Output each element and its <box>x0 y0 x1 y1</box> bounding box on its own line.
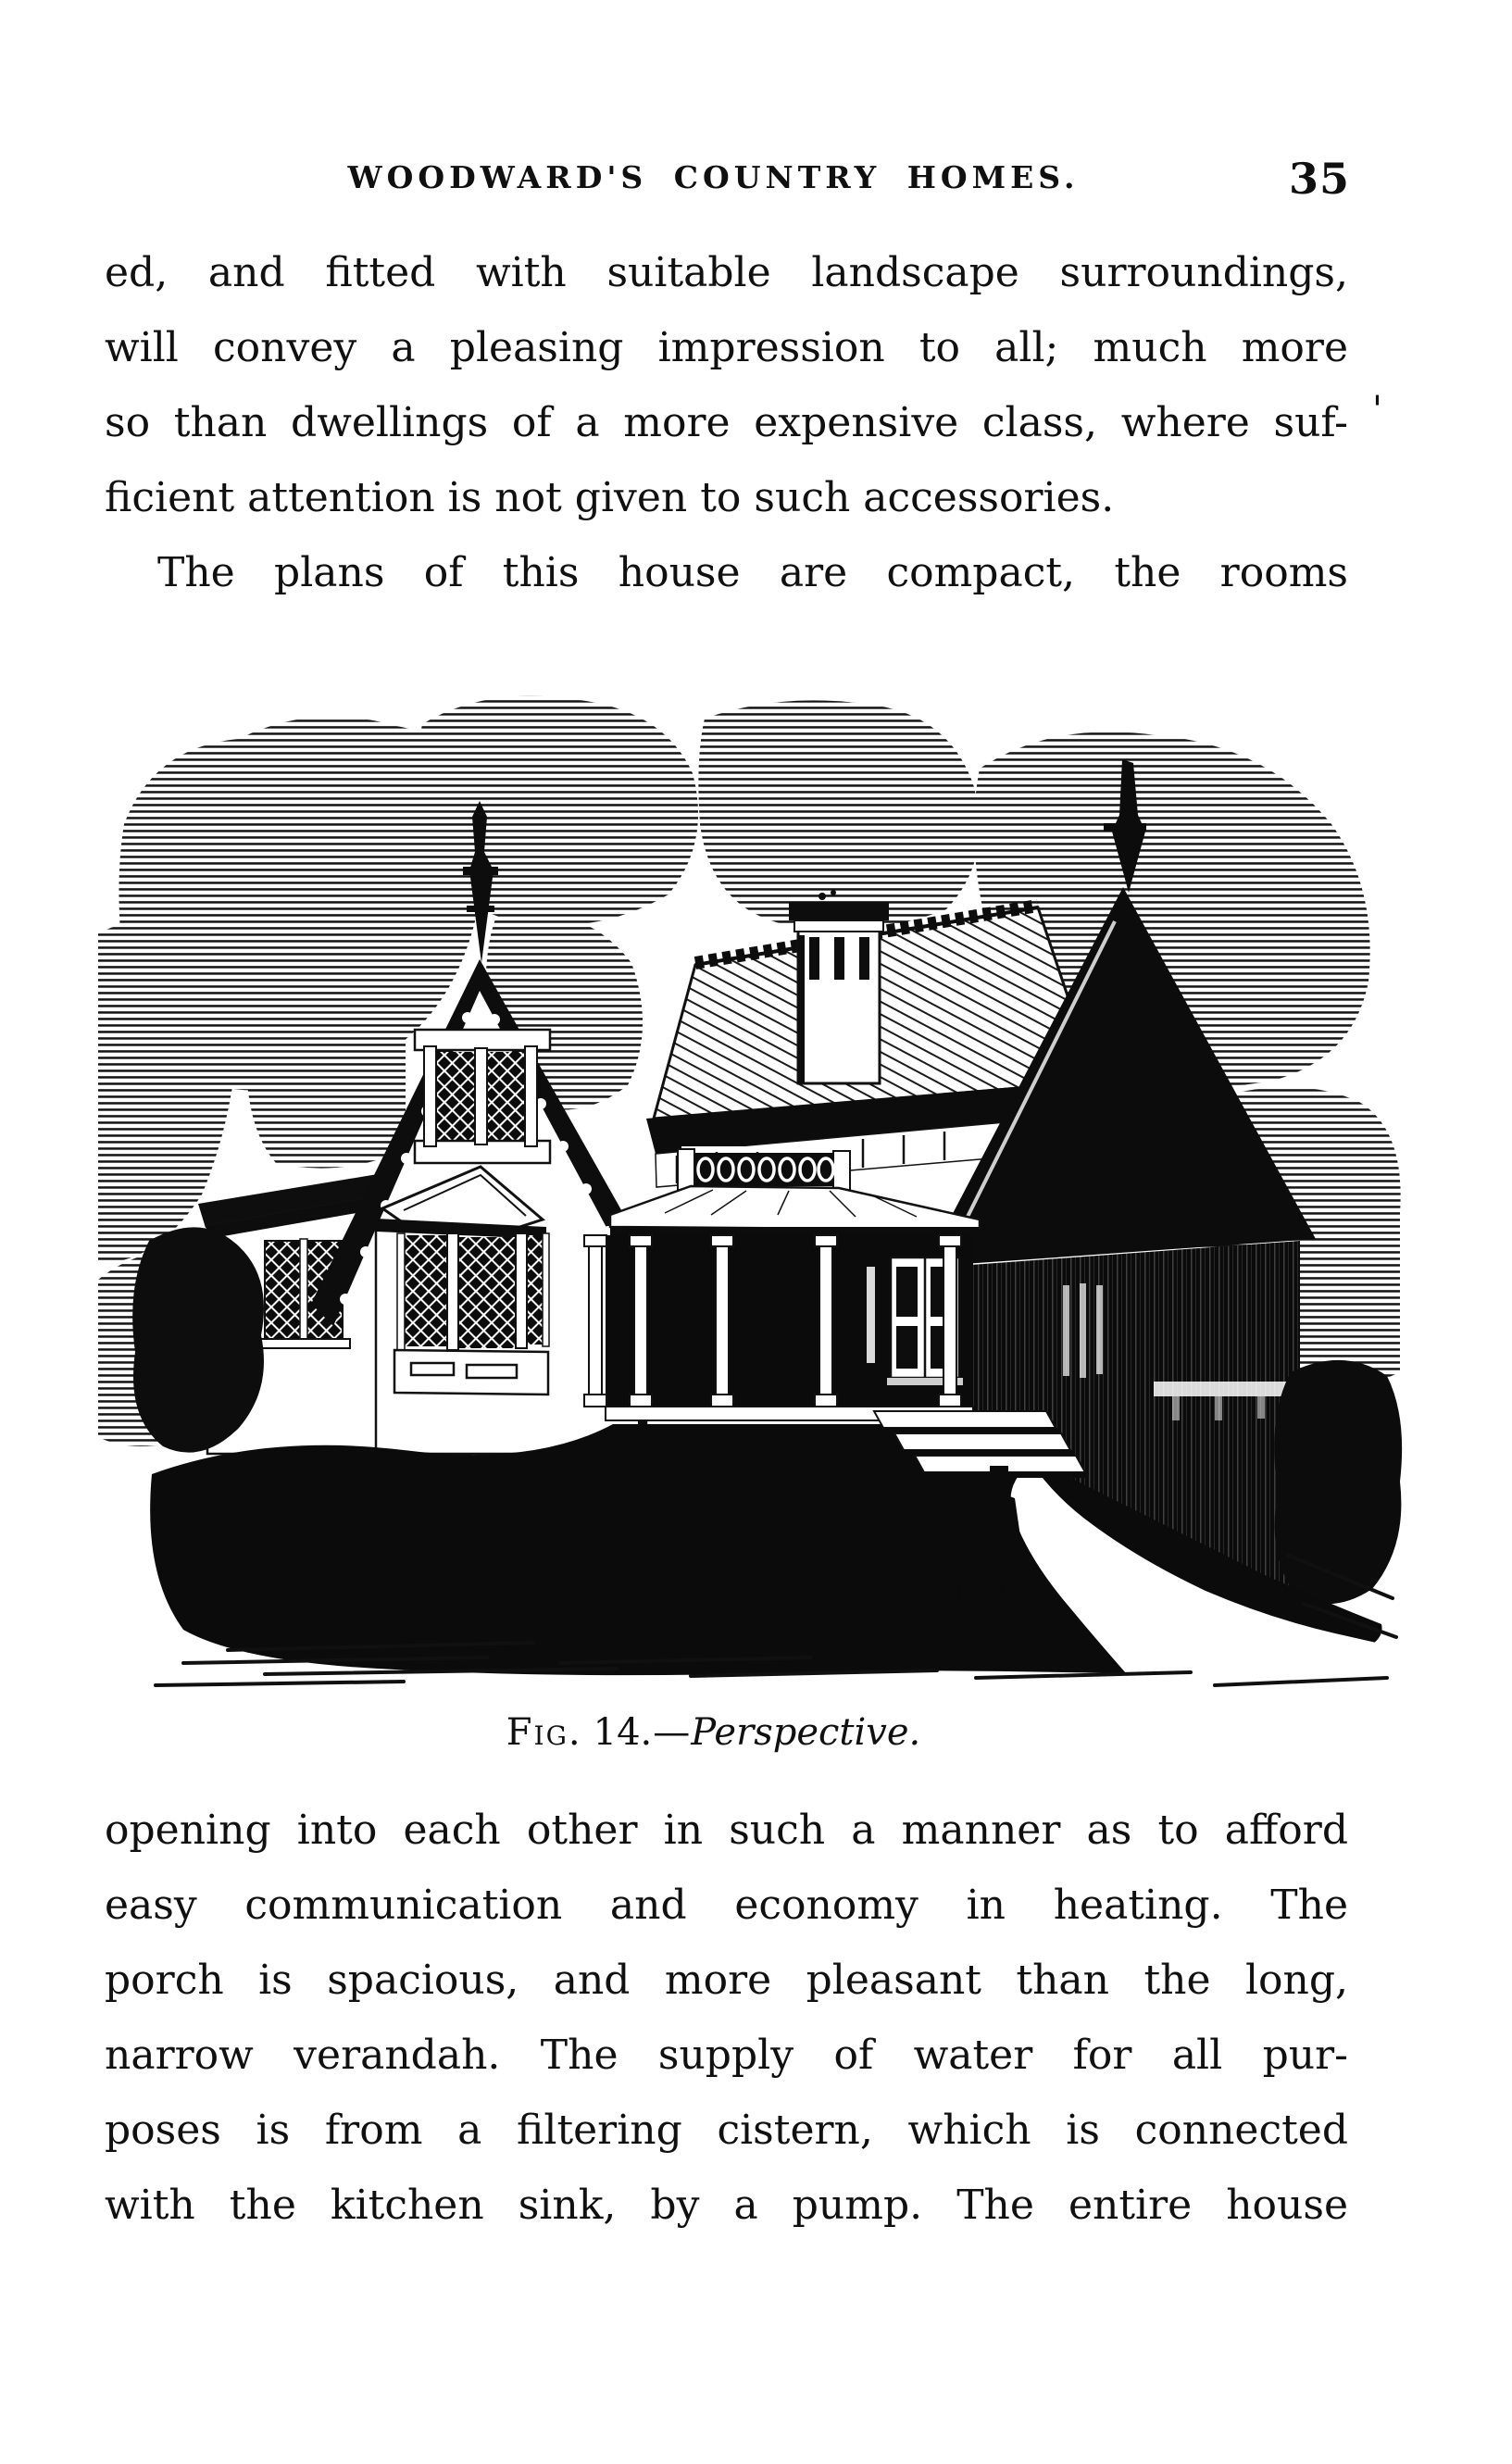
gable-window <box>415 1030 550 1163</box>
text-line: with the kitchen sink, by a pump. The entire house <box>105 2182 1348 2229</box>
page-number: 35 <box>1288 154 1350 204</box>
chimney <box>789 890 889 1083</box>
text-line: ficient attention is not given to such accessories. <box>105 474 1115 521</box>
text-line: opening into each other in such a manner as to afford <box>105 1807 1348 1854</box>
figure-14 <box>98 685 1413 1690</box>
caption-fig-label: Fig. <box>506 1711 582 1754</box>
figure-caption <box>92 1711 1335 1754</box>
text-block-bottom <box>105 1793 1348 2243</box>
running-title: WOODWARD'S COUNTRY HOMES. <box>347 159 1080 195</box>
caption-fig-number: 14. <box>593 1711 653 1754</box>
text-line: narrow verandah. The supply of water for all pur- <box>105 2032 1348 2079</box>
caption-dash: — <box>653 1711 691 1754</box>
text-line: porch is spacious, and more pleasant than the long, <box>105 1957 1348 2004</box>
text-block-top <box>105 235 1348 610</box>
text-line: The plans of this house are compact, the rooms <box>157 549 1348 596</box>
stray-print-mark: ' <box>1372 389 1382 432</box>
text-line: will convey a pleasing impression to all; much more <box>105 324 1348 371</box>
text-line: easy communication and economy in heating. The <box>105 1882 1348 1929</box>
entrance-porch <box>584 1146 980 1420</box>
caption-title: Perspective. <box>691 1711 921 1754</box>
text-line: so than dwellings of a more expensive class, where suf- <box>105 399 1348 446</box>
bush-left <box>132 1227 264 1452</box>
cottage-engraving <box>98 685 1413 1690</box>
text-line: ed, and fitted with suitable landscape surroundings, <box>105 249 1348 296</box>
bush-right <box>1274 1360 1402 1604</box>
text-line: poses is from a filtering cistern, which is connected <box>105 2107 1348 2154</box>
